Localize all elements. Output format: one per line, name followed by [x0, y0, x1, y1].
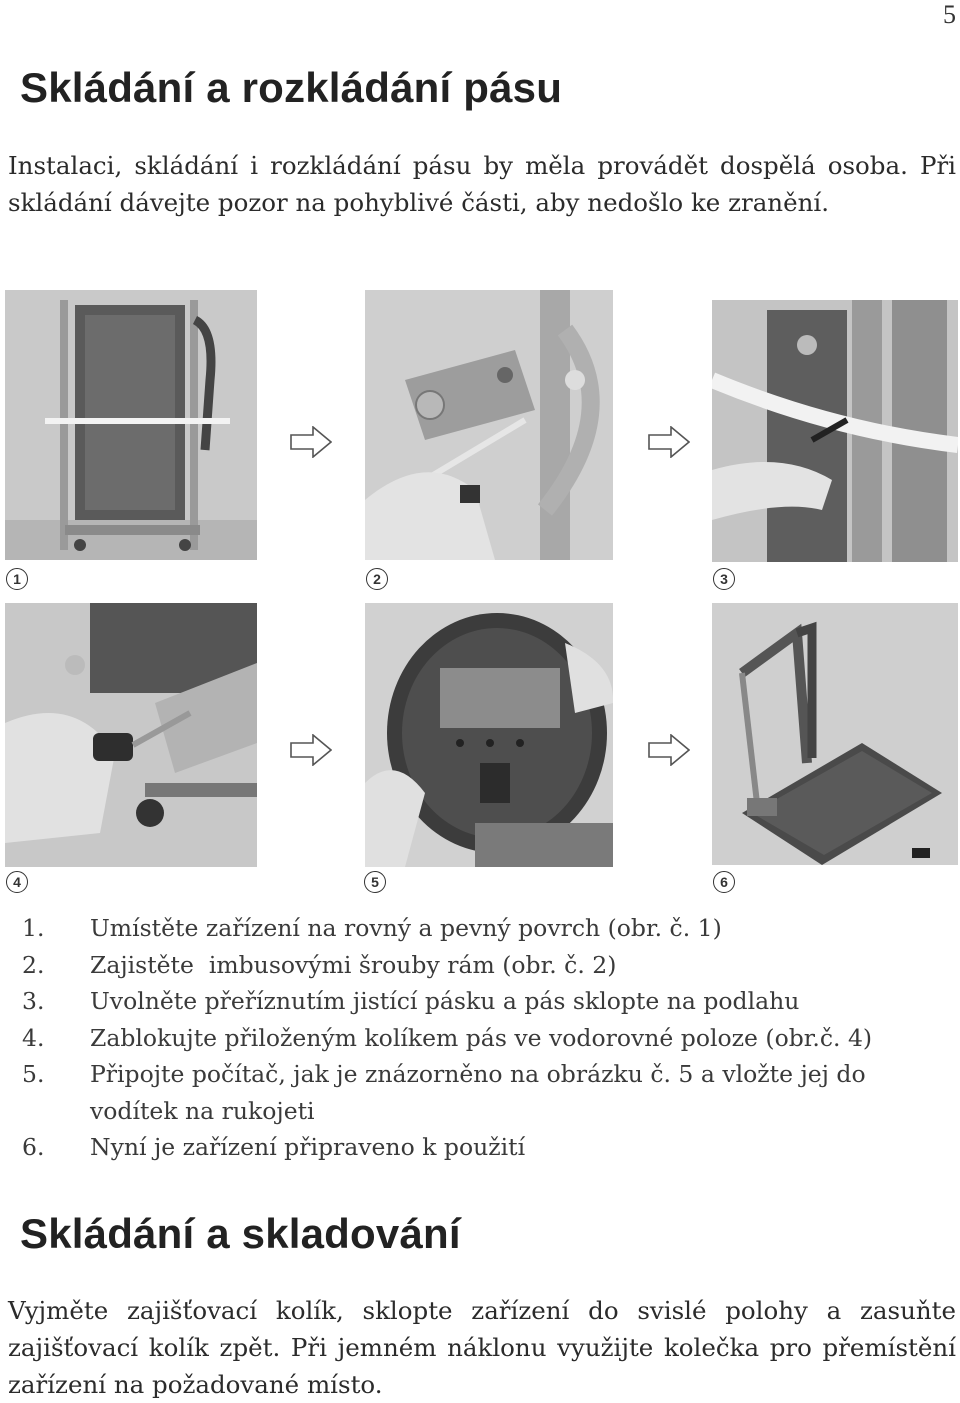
step-text: Uvolněte přeříznutím jistící pásku a pás sklopte na podlahu	[90, 987, 800, 1015]
figure-3-number: 3	[713, 568, 735, 590]
arrow-right-icon	[648, 734, 690, 766]
section-title-storage: Skládání a skladování	[20, 1210, 461, 1257]
list-item	[22, 910, 958, 947]
step-number: 3.	[22, 987, 45, 1015]
figure-6-photo	[712, 603, 958, 865]
list-item	[22, 1129, 958, 1166]
section-title-folding: Skládání a rozkládání pásu	[20, 64, 563, 111]
list-item	[22, 983, 958, 1020]
steps-list	[22, 910, 958, 1166]
storage-paragraph: Vyjměte zajišťovací kolík, sklopte zařízení do svislé polohy a zasuňte zajišťovací kolík zpět. Při jemném náklonu využijte kolečka pro přemístění zařízení na požadované místo.	[8, 1296, 956, 1399]
figure-4-photo	[5, 603, 257, 867]
step-number: 2.	[22, 950, 45, 979]
figure-5-photo	[365, 603, 613, 867]
figure-4-number: 4	[6, 871, 28, 893]
arrow-right-icon	[648, 426, 690, 458]
step-number: 4.	[22, 1023, 45, 1052]
page-number: 5	[943, 0, 956, 29]
step-text: Zajistěte imbusovými šrouby rám (obr. č. 2)	[90, 950, 617, 979]
step-text: Umístěte zařízení na rovný a pevný povrch (obr. č. 1)	[90, 914, 722, 942]
figure-2-photo	[365, 290, 613, 560]
step-text: Připojte počítač, jak je znázorněno na obrázku č. 5 a vložte jej do vodítek na rukojeti	[90, 1060, 866, 1125]
step-text: Zablokujte přiloženým kolíkem pás ve vodorovné poloze (obr.č. 4)	[90, 1023, 873, 1052]
step-text: Nyní je zařízení připraveno k použití	[90, 1133, 526, 1161]
figure-3-photo	[712, 300, 958, 562]
intro-paragraph: Instalaci, skládání i rozkládání pásu by měla provádět dospělá osoba. Při skládání dávejte pozor na pohyblivé části, aby nedošlo ke zranění.	[8, 151, 956, 217]
figure-1-photo	[5, 290, 257, 560]
list-item	[22, 1056, 958, 1129]
arrow-right-icon	[290, 734, 332, 766]
step-number: 6.	[22, 1133, 45, 1161]
step-number: 1.	[22, 914, 45, 942]
list-item	[22, 947, 958, 984]
figure-1-number: 1	[6, 568, 28, 590]
arrow-right-icon	[290, 426, 332, 458]
step-number: 5.	[22, 1060, 45, 1088]
figure-2-number: 2	[366, 568, 388, 590]
list-item	[22, 1020, 958, 1057]
figure-5-number: 5	[364, 871, 386, 893]
figure-6-number: 6	[713, 871, 735, 893]
